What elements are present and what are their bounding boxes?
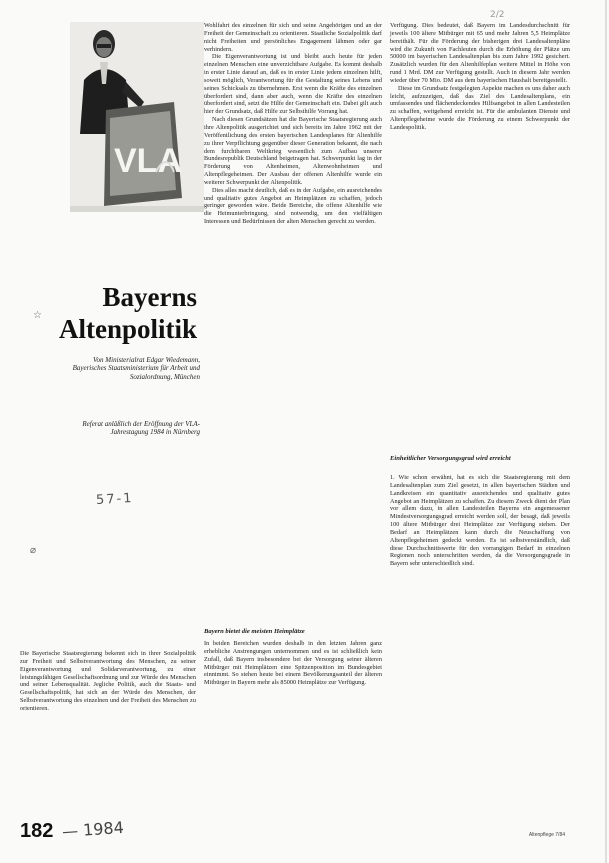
margin-mark-circle: ⌀ [30,545,37,556]
middle-column [204,22,382,226]
section-heading-versorgungsgrad: Einheitlicher Versorgungsgrad wird erreicht [390,455,511,462]
middle-paragraph-4: Dies alles macht deutlich, daß es in der Aufgabe, ein ausreichendes und qualitativ gutes Angebot an Heimplätzen zu schaffen, jedoch geringer geworden wäre. Beide Bereiche, die offene Altenhilfe wie die Heimunterbringung, sind notwendig, um den vielfältigen Interessen und Bedürfnissen der alten Menschen gerecht zu werden. [204,186,382,226]
right-paragraph-3: 1. Wie schon erwähnt, hat es sich die Staatsregierung mit dem Landesaltenplan zum Ziel gesetzt, in allen bayerischen Städten und Landkreisen ein quantitativ ausreichendes und qualitativ gutes Angebot an Heimplätzen zu schaffen. Zu diesem Zweck dient der Plan vor allem dazu, in allen Landesteilen Bayerns ein angemessener Mindestversorgungsgrad erreicht werden soll, der besagt, daß jeweils 100 ältere Mitbürger drei Heimplätze zur Verfügung stehen. Der Bedarf an Heimplätzen kann durch die Neuschaffung von Altenpflegeheimen gedeckt werden. Es ist selbstverständlich, daß diese Durchschnittswerte für den vorrangigen Bedarf in einzelnen Regionen noch unterschritten werden, da die Versorgungsgrade in Bayern sehr unterschiedlich sind. [390,474,570,568]
speaker-photo-graphic [70,22,204,212]
scan-edge [605,0,607,863]
article-subtitle: Referat anläßlich der Eröffnung der VLA-Jahrestagung 1984 in Nürnberg [82,420,200,437]
right-paragraph-2: Diese im Grundsatz festgelegten Aspekte machen es uns daher auch leicht, aufzuzeigen, daß das Ziel des Landesaltenplans, ein umfassendes und flächendeckendes Hilfsangebot in allen Landesteilen zu schaffen, weitgehend erreicht ist. Für die ambulanten Dienste und Altenpflegeheime wurde die Förderung zu einem Schwerpunkt der Landespolitik. [390,84,570,131]
middle-paragraph-3: Nach diesen Grundsätzen hat die Bayerische Staatsregierung auch ihre Altenpolitik ausgerichtet und sich bereits im Jahre 1962 mit der Veröffentlichung des ersten bayerischen Landesplanes für Altenhilfe zu ihrer Verpflichtung gegenüber dieser Generation bekannt, die nach dem furchtbaren Weltkrieg wesentlich zum Aufbau unserer Bundesrepublik Deutschland beigetragen hat. Schwerpunkt lag in der Förderung von Altenheimen, Altenwohnheimen und Altenpflegeheimen. Der Ausbau der offenen Altenhilfe wurde ein weiterer Schwerpunkt der Altenpolitik. [204,116,382,186]
left-column-paragraph: Die Bayerische Staatsregierung bekennt sich in ihrer Sozialpolitik zur Freiheit und Selbstverantwortung des Menschen, zu seiner Eigenverantwortung und Solidarverantwortung, zu einer leistungsfähigen Gesellschaftsordnung und zur Würde des Menschen und seiner Lebensqualität. Jegliche Politik, auch die Staats- und Gesellschaftspolitik, hat sich an der Würde des Menschen, der Selbstverantwortung des einzelnen und der Freiheit des Menschen zu orientieren. [20,650,196,712]
lectern-sign-text: VLA [114,142,182,180]
footer-source: Altenpflege 7/84 [528,832,565,838]
right-column [390,22,570,132]
section-heading-heimplaetze: Bayern bietet die meisten Heimplätze [204,628,305,635]
article-title-line1: Bayerns [102,282,197,312]
handwritten-folio: — 1984 [61,817,125,842]
article-title-line2: Altenpolitik [58,314,197,344]
handwritten-code: 57-1 [95,491,134,508]
page-number: 182 [20,820,54,842]
handwritten-top-note: 2/2 [490,10,505,20]
right-paragraph-1: Verfügung. Dies bedeutet, daß Bayern im Landesdurchschnitt für jeweils 100 ältere Mitbürger mit 65 und mehr Jahren 5,5 Heimplätze bereithält. Für die Förderung der bisherigen drei Landesaltenpläne wird die Zukunft von Fachleuten durch die Erhöhung der Plätze um 50000 im bayerischen Landesaltenplan bis zum Jahre 1992 gesichert. Zusätzlich wurden für den Altenhilfeplan weitere Mittel in Höhe von rund 1 Mrd. DM zur Verfügung gestellt. Auch in diesem Jahr werden wieder über 70 Mio. DM aus dem bayerischen Haushalt bereitgestellt. [390,22,570,84]
left-column [20,650,196,713]
right-column-lower [390,474,570,568]
author-byline: Von Ministerialrat Edgar Wiedemann, Bayerisches Staatsministerium für Arbeit und Sozialordnung, München [72,356,200,381]
middle-paragraph-1: Wohlfahrt des einzelnen für sich und seine Angehörigen und an der Freiheit der Gemeinschaft zu orientieren. Staatliche Sozialpolitik darf nicht Freiheiten und persönliches Engagement lähmen oder gar verhindern. [204,22,382,53]
margin-mark-star: ☆ [33,310,42,321]
middle-paragraph-2: Die Eigenverantwortung ist und bleibt auch heute für jeden einzelnen Menschen eine unverzichtbare Aufgabe. Es kommt deshalb in erster Linie darauf an, daß es in erster Linie jedem einzelnen hilft, soweit möglich, Verantwortung für die Gestaltung seines Lebens und seines Schicksals zu übernehmen. Erst wenn die Kräfte des einzelnen überfordert sind, dann aber auch, wenn die Kräfte des einzelnen überfordert sind, setzt die Hilfe der Gemeinschaft ein. Dabei gilt auch hier der Grundsatz, daß Hilfe zur Selbsthilfe Vorrang hat. [204,53,382,116]
middle-paragraph-5: In beiden Bereichen wurden deshalb in den letzten Jahren ganz erhebliche Anstrengungen unternommen und es ist schließlich kein Zufall, daß Bayern insbesondere bei der Versorgung seiner älteren Mitbürger mit Heimplätzen eine Spitzenposition im Bundesgebiet einnimmt. So stehen heute bei einem Bevölkerungsanteil der älteren Mitbürger in Bayern mehr als 85000 Heimplätze zur Verfügung. [204,640,382,687]
speaker-photo [70,22,204,212]
middle-column-lower [204,640,382,687]
